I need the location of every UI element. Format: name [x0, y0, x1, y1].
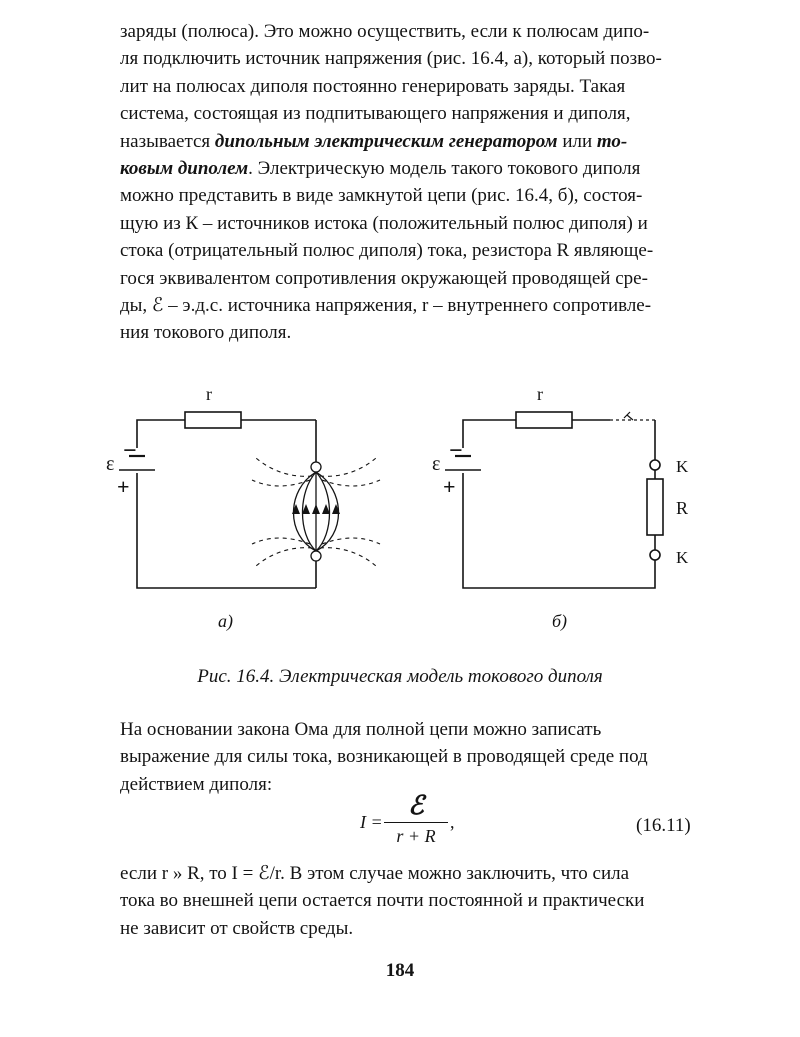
text-fragment: или — [557, 130, 597, 152]
term-current-dipole-part1: то- — [596, 130, 628, 152]
terminal-k-top — [650, 460, 660, 470]
term-dipole-generator: дипольным электрическим генератором — [214, 130, 558, 152]
text-line: если r » R, то I = ℰ/r. В этом случае можно заключить, что сила — [120, 863, 630, 884]
dipole-pole-bottom — [311, 551, 321, 561]
subfigure-label-a: а) — [218, 611, 233, 631]
terminal-k-bottom — [650, 550, 660, 560]
formula-denominator: r + R — [396, 826, 436, 846]
page-number: 184 — [385, 960, 415, 981]
dashed-line — [256, 458, 312, 476]
circuit-a — [106, 384, 380, 632]
switch-mark — [624, 412, 633, 420]
wire-b — [463, 473, 655, 588]
text-line: можно представить в виде замкнутой цепи (рис. 16.4, б), состоя- — [120, 185, 643, 207]
plus-sign: + — [117, 474, 130, 499]
text-fragment: . Электрическую модель такого токового диполя — [248, 158, 641, 180]
text-line: лит на полюсах диполя постоянно генерировать заряды. Такая — [120, 75, 626, 97]
resistor-r — [516, 412, 572, 428]
text-fragment: называется — [120, 130, 215, 152]
resistor-r — [185, 412, 241, 428]
text-line: щую из К – источников истока (положительный полюс диполя) и — [120, 212, 648, 234]
text-line: гося эквивалентом сопротивления окружающей проводящей сре- — [120, 267, 648, 289]
text-line: стока (отрицательный полюс диполя) тока, резистора R являюще- — [120, 240, 654, 262]
text-line: ды, ℰ – э.д.с. источника напряжения, r – внутреннего сопротивле- — [120, 295, 652, 317]
resistor-R — [647, 479, 663, 535]
emf-label: ε — [106, 453, 115, 475]
text-line: тока во внешней цепи остается почти постоянной и практически — [120, 890, 645, 912]
text-line: ля подключить источник напряжения (рис. 16.4, а), который позво- — [120, 48, 662, 70]
arrow-icon — [312, 504, 320, 514]
paragraph-dipole-generator — [120, 18, 700, 347]
subfigure-label-b: б) — [552, 611, 568, 631]
minus-sign: − — [449, 438, 463, 464]
text-line — [120, 128, 700, 155]
text-line: На основании закона Ома для полной цепи можно записать — [120, 719, 602, 740]
terminal-k-top-label: K — [676, 457, 689, 476]
terminal-k-bottom-label: K — [676, 548, 689, 567]
wire-a — [137, 420, 185, 448]
formula-16-11 — [360, 793, 480, 855]
minus-sign: − — [123, 438, 137, 464]
load-resistor-label: R — [676, 498, 689, 518]
text-line: заряды (полюса). Это можно осуществить, если к полюсам дипо- — [120, 21, 650, 42]
dashed-line — [320, 458, 376, 476]
field-arrows — [292, 504, 340, 514]
term-current-dipole-part2: ковым диполем — [120, 158, 249, 180]
figure-caption: Рис. 16.4. Электрическая модель токового диполя — [197, 666, 603, 687]
text-line: ния токового диполя. — [120, 322, 292, 344]
equation-number: (16.11) — [636, 815, 691, 836]
dashed-line — [256, 548, 312, 566]
text-line: система, состоящая из подпитывающего напряжения и диполя, — [120, 103, 631, 125]
formula-lhs: I = — [360, 812, 383, 832]
dashed-line — [320, 548, 376, 566]
wire-a — [137, 473, 316, 588]
paragraph-conclusion — [120, 860, 700, 942]
formula-comma: , — [450, 812, 455, 832]
wire-b — [463, 420, 516, 448]
emf-label: ε — [432, 453, 441, 475]
text-line: действием диполя: — [120, 773, 273, 795]
paragraph-ohm-law — [120, 716, 700, 798]
formula-numerator: ℰ — [408, 791, 424, 820]
fraction-bar — [384, 822, 448, 823]
circuit-b — [432, 384, 689, 632]
circuit-diagrams — [106, 378, 710, 638]
text-line — [120, 155, 700, 182]
text-line: не зависит от свойств среды. — [120, 917, 354, 939]
figure-16-4 — [106, 378, 710, 638]
resistor-label: r — [206, 384, 212, 404]
text-line: выражение для силы тока, возникающей в проводящей среде под — [120, 746, 648, 768]
dipole-pole-top — [311, 462, 321, 472]
resistor-label: r — [537, 384, 543, 404]
plus-sign: + — [443, 474, 456, 499]
dipole-field — [252, 458, 380, 566]
